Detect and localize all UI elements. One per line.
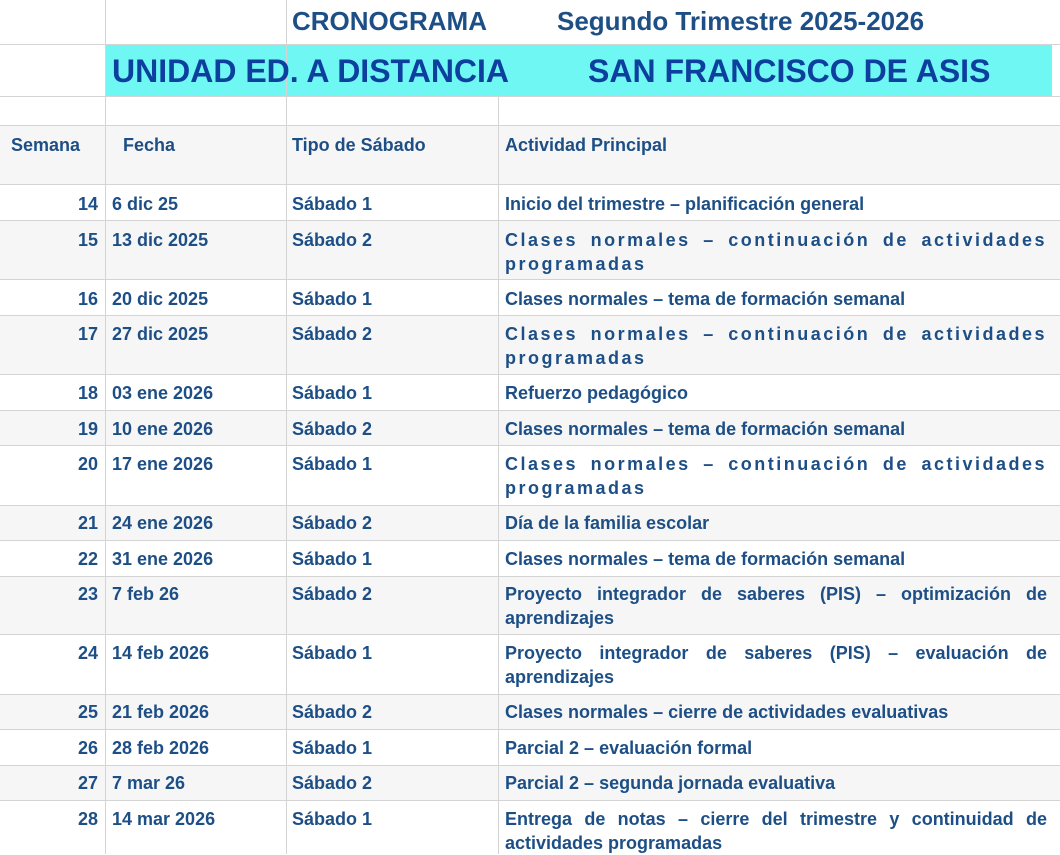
title-unidad: UNIDAD ED. A DISTANCIA (112, 53, 510, 89)
grid-line (0, 729, 1060, 730)
grid-line (0, 44, 1060, 45)
cell-tipo[interactable]: Sábado 1 (292, 643, 373, 663)
cell-actividad[interactable]: Clases normales – cierre de actividades evaluativas (505, 702, 949, 722)
cell-fecha[interactable]: 6 dic 25 (112, 194, 179, 214)
cell-actividad[interactable]: Clases normales – tema de formación semanal (505, 289, 906, 309)
cell-tipo[interactable]: Sábado 2 (292, 702, 373, 722)
cell-semana[interactable]: 22 (77, 549, 98, 569)
grid-line (0, 96, 1060, 97)
title-trimestre: Segundo Trimestre 2025-2026 (557, 6, 925, 36)
cell-semana[interactable]: 19 (77, 419, 98, 439)
cell-fecha[interactable]: 20 dic 2025 (112, 289, 209, 309)
cell-tipo[interactable]: Sábado 1 (292, 809, 373, 829)
grid-line (0, 540, 1060, 541)
cell-tipo[interactable]: Sábado 2 (292, 419, 373, 439)
cell-fecha[interactable]: 31 ene 2026 (112, 549, 214, 569)
cell-semana[interactable]: 20 (77, 454, 98, 474)
grid-line (0, 410, 1060, 411)
cell-fecha[interactable]: 7 feb 26 (112, 584, 180, 604)
header-tipo: Tipo de Sábado (292, 135, 426, 155)
cell-actividad[interactable]: Clases normales – continuación de actividades programadas (505, 324, 1047, 368)
title-escuela: SAN FRANCISCO DE ASIS (588, 53, 991, 89)
grid-line (0, 184, 1060, 185)
grid-line (0, 374, 1060, 375)
cell-semana[interactable]: 25 (77, 702, 98, 722)
cell-semana[interactable]: 21 (77, 513, 98, 533)
cell-fecha[interactable]: 7 mar 26 (112, 773, 186, 793)
cell-tipo[interactable]: Sábado 1 (292, 454, 373, 474)
grid-line (0, 279, 1060, 280)
grid-line (0, 634, 1060, 635)
cell-actividad[interactable]: Parcial 2 – segunda jornada evaluativa (505, 773, 836, 793)
cell-fecha[interactable]: 17 ene 2026 (112, 454, 214, 474)
grid-line (0, 576, 1060, 577)
header-semana: Semana (11, 135, 81, 155)
header-actividad: Actividad Principal (505, 135, 668, 155)
cell-tipo[interactable]: Sábado 1 (292, 383, 373, 403)
cell-semana[interactable]: 28 (77, 809, 98, 829)
header-fecha: Fecha (123, 135, 176, 155)
cell-fecha[interactable]: 27 dic 2025 (112, 324, 209, 344)
cell-actividad[interactable]: Parcial 2 – evaluación formal (505, 738, 753, 758)
grid-line (0, 125, 1060, 126)
cell-actividad[interactable]: Refuerzo pedagógico (505, 383, 689, 403)
grid-line (0, 445, 1060, 446)
cell-actividad[interactable]: Clases normales – continuación de actividades programadas (505, 230, 1047, 274)
cell-semana[interactable]: 26 (77, 738, 98, 758)
cell-tipo[interactable]: Sábado 1 (292, 289, 373, 309)
cell-semana[interactable]: 23 (77, 584, 98, 604)
cell-tipo[interactable]: Sábado 1 (292, 549, 373, 569)
grid-line (0, 315, 1060, 316)
cell-tipo[interactable]: Sábado 2 (292, 773, 373, 793)
grid-line (0, 765, 1060, 766)
cell-tipo[interactable]: Sábado 2 (292, 584, 373, 604)
cell-semana[interactable]: 15 (77, 230, 98, 250)
title-cronograma: CRONOGRAMA (292, 6, 487, 36)
cell-fecha[interactable]: 10 ene 2026 (112, 419, 214, 439)
grid-line (0, 800, 1060, 801)
grid-line (0, 694, 1060, 695)
cell-actividad[interactable]: Inicio del trimestre – planificación general (505, 194, 865, 214)
cell-fecha[interactable]: 21 feb 2026 (112, 702, 210, 722)
cell-tipo[interactable]: Sábado 2 (292, 230, 373, 250)
cell-tipo[interactable]: Sábado 2 (292, 513, 373, 533)
cell-actividad[interactable]: Proyecto integrador de saberes (PIS) – evaluación de aprendizajes (505, 643, 1047, 687)
cell-fecha[interactable]: 13 dic 2025 (112, 230, 209, 250)
cell-tipo[interactable]: Sábado 1 (292, 194, 373, 214)
cell-semana[interactable]: 16 (77, 289, 98, 309)
cell-semana[interactable]: 14 (77, 194, 98, 214)
grid-line (498, 96, 499, 854)
grid-line (0, 220, 1060, 221)
cell-actividad[interactable]: Clases normales – continuación de actividades programadas (505, 454, 1047, 498)
cell-semana[interactable]: 27 (77, 773, 98, 793)
grid-line (286, 0, 287, 854)
cell-tipo[interactable]: Sábado 1 (292, 738, 373, 758)
cell-fecha[interactable]: 28 feb 2026 (112, 738, 210, 758)
cell-actividad[interactable]: Día de la familia escolar (505, 513, 710, 533)
cell-semana[interactable]: 24 (77, 643, 98, 663)
cell-fecha[interactable]: 14 mar 2026 (112, 809, 216, 829)
cell-actividad[interactable]: Clases normales – tema de formación semanal (505, 419, 906, 439)
grid-line (0, 505, 1060, 506)
cell-fecha[interactable]: 14 feb 2026 (112, 643, 210, 663)
cell-actividad[interactable]: Proyecto integrador de saberes (PIS) – optimización de aprendizajes (505, 584, 1047, 628)
cell-tipo[interactable]: Sábado 2 (292, 324, 373, 344)
cell-semana[interactable]: 17 (77, 324, 98, 344)
cell-fecha[interactable]: 03 ene 2026 (112, 383, 214, 403)
cell-actividad[interactable]: Entrega de notas – cierre del trimestre y continuidad de actividades programadas (505, 809, 1047, 853)
cell-actividad[interactable]: Clases normales – tema de formación semanal (505, 549, 906, 569)
cell-fecha[interactable]: 24 ene 2026 (112, 513, 214, 533)
grid-line (105, 0, 106, 854)
cell-semana[interactable]: 18 (77, 383, 98, 403)
